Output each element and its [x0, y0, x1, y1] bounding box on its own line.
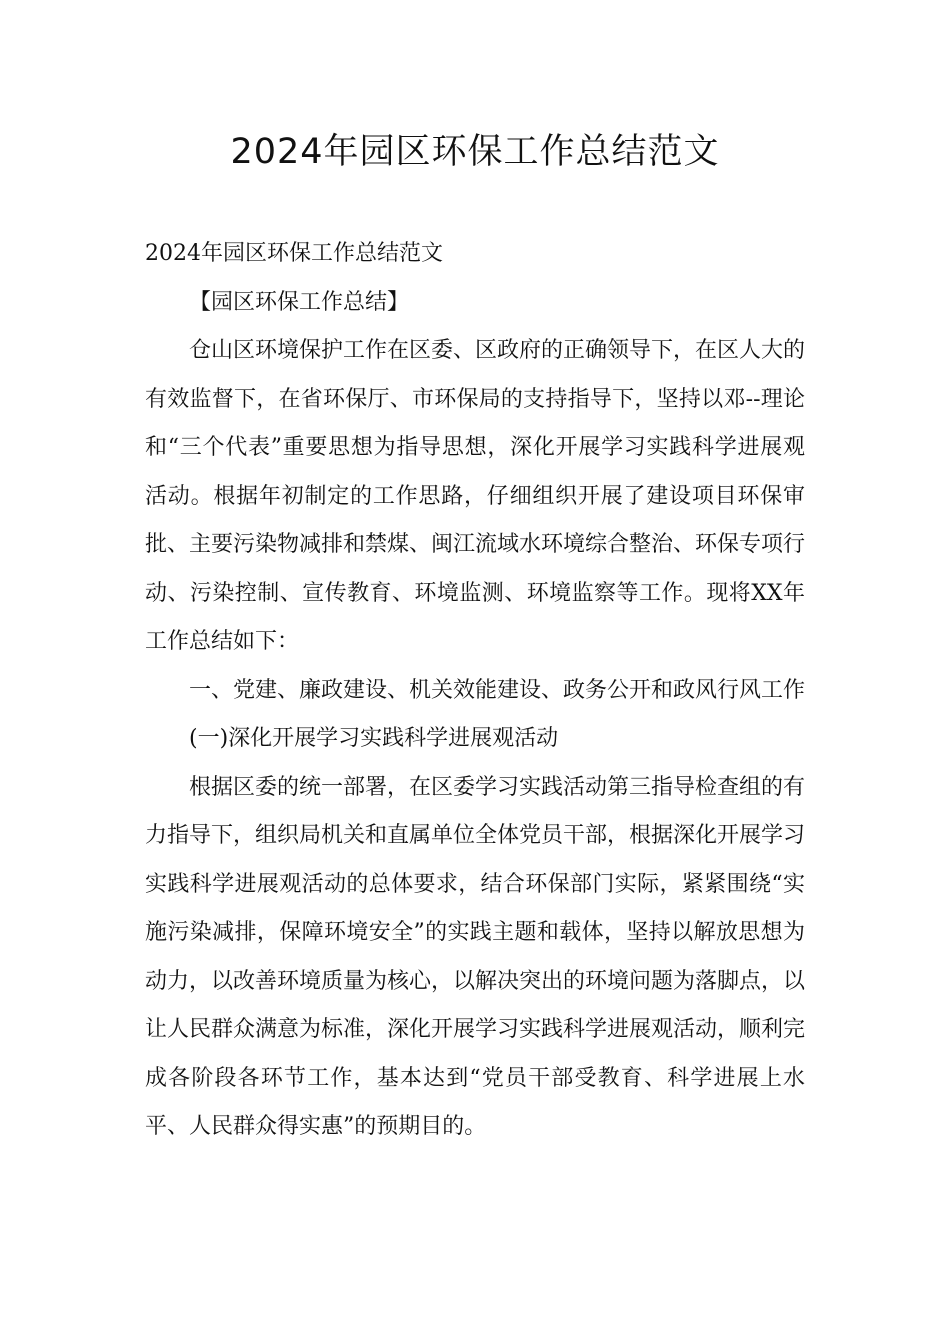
section-one-heading: 一、党建、廉政建设、机关效能建设、政务公开和政风行风工作 — [189, 677, 806, 703]
subtitle-paragraph: 2024年园区环保工作总结范文 — [145, 241, 443, 266]
document-body — [145, 230, 805, 1152]
body-paragraph: 根据区委的统一部署，在区委学习实践活动第三指导检查组的有力指导下，组织局机关和直属单位全体党员干部，根据深化开展学习实践科学进展观活动的总体要求，结合环保部门实际，紧紧围绕“实施污染减排，保障环境安全”的实践主题和载体，坚持以解放思想为动力，以改善环境质量为核心，以解决突出的环境问题为落脚点，以让人民群众满意为标准，深化开展学习实践科学进展观活动，顺利完成各阶段各环节工作，基本达到“党员干部受教育、科学进展上水平、人民群众得实惠”的预期目的。 — [145, 774, 806, 1139]
document-title: 2024年园区环保工作总结范文 — [230, 132, 720, 172]
subsection-heading: (一)深化开展学习实践科学进展观活动 — [189, 726, 559, 751]
intro-paragraph: 仓山区环境保护工作在区委、区政府的正确领导下，在区人大的有效监督下，在省环保厅、市环保局的支持指导下，坚持以邓--理论和“三个代表”重要思想为指导思想，深化开展学习实践科学进展观活动。根据年初制定的工作思路，仔细组织开展了建设项目环保审批、主要污染物减排和禁煤、闽江流域水环境综合整治、环保专项行动、污染控制、宣传教育、环境监测、环境监察等工作。现将XX年工作总结如下： — [145, 338, 806, 654]
section-heading: 【园区环保工作总结】 — [189, 289, 410, 315]
